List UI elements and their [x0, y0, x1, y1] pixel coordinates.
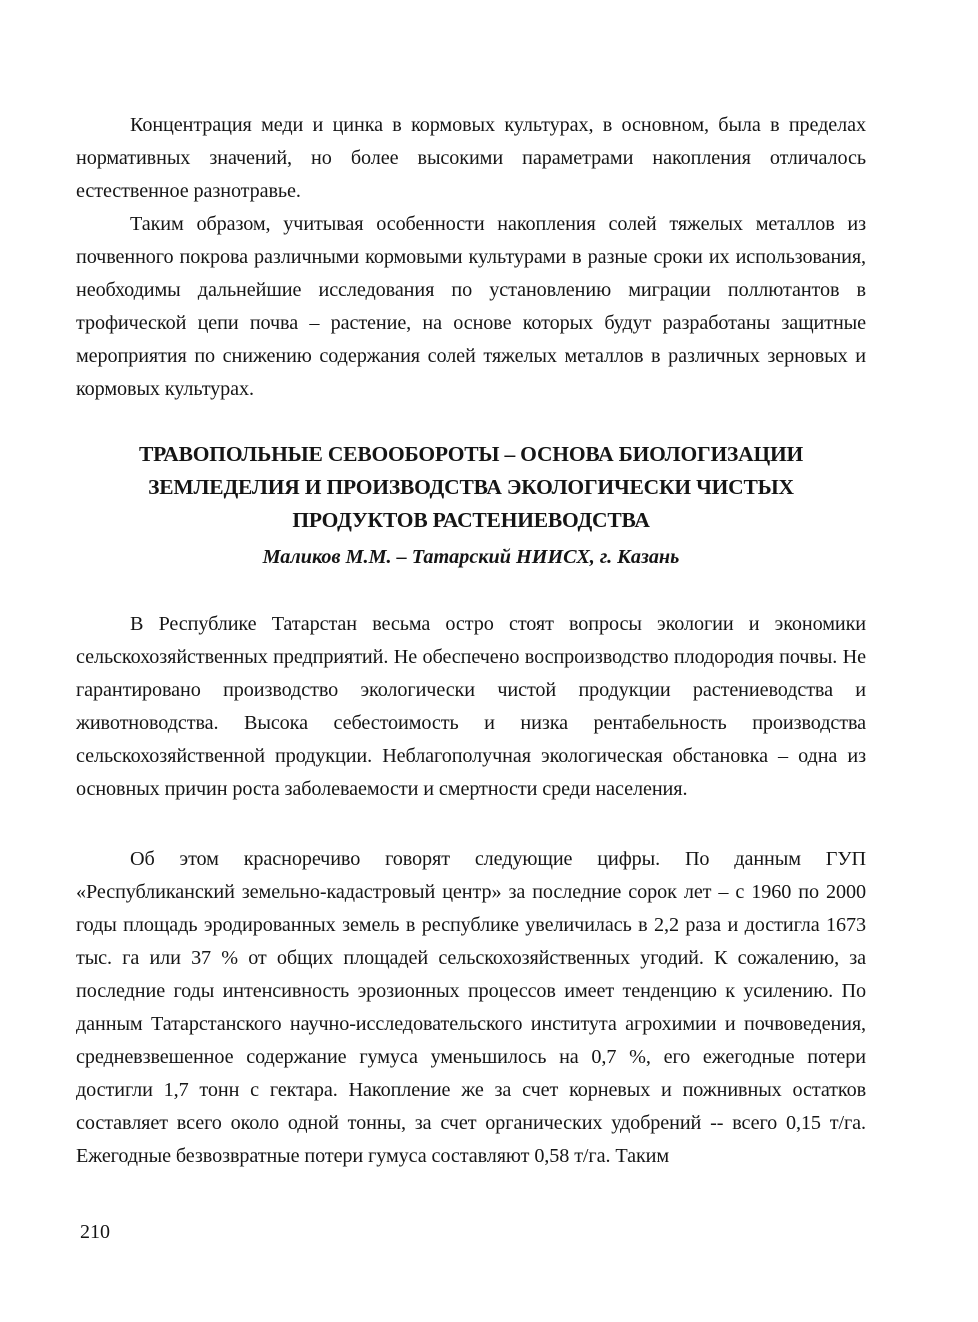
- article-title-line-1: ТРАВОПОЛЬНЫЕ СЕВООБОРОТЫ – ОСНОВА БИОЛОГИЗАЦИИ: [138, 442, 804, 466]
- article-title-line-2: ЗЕМЛЕДЕЛИЯ И ПРОИЗВОДСТВА ЭКОЛОГИЧЕСКИ ЧИСТЫХ: [148, 475, 794, 499]
- article-title: [76, 438, 866, 537]
- author-byline: Маликов М.М. – Татарский НИИСХ, г. Казань: [262, 546, 680, 568]
- article-title-line-3: ПРОДУКТОВ РАСТЕНИЕВОДСТВА: [292, 508, 650, 532]
- intro-paragraph-1: Концентрация меди и цинка в кормовых культурах, в основном, была в пределах нормативных значений, но более высокими параметрами накопления отличалось естественное разнотравье.: [76, 114, 866, 202]
- intro-paragraph-2: Таким образом, учитывая особенности накопления солей тяжелых металлов из почвенного покрова различными кормовыми культурами в разные сроки их использования, необходимы дальнейшие исследования по установлению миграции поллютантов в трофической цепи почва – растение, на основе которых будут разработаны защитные мероприятия по снижению содержания солей тяжелых металлов в различных зерновых и кормовых культурах.: [76, 213, 866, 400]
- page-number: 210: [80, 1221, 110, 1243]
- body-paragraph-2: Об этом красноречиво говорят следующие цифры. По данным ГУП «Республиканский земельно-кадастровый центр» за последние сорок лет – с 1960 по 2000 годы площадь эродированных земель в республике увеличилась в 2,2 раза и достигла 1673 тыс. га или 37 % от общих площадей сельскохозяйственных угодий. К сожалению, за последние годы интенсивность эрозионных процессов имеет тенденцию к усилению. По данным Татарстанского научно-исследовательского института агрохимии и почвоведения, средневзвешенное содержание гумуса уменьшилось на 0,7 %, его ежегодные потери достигли 1,7 тонн с гектара. Накопление же за счет корневых и пожнивных остатков составляет всего около одной тонны, за счет органических удобрений -- всего 0,15 т/га. Ежегодные безвозвратные потери гумуса составляют 0,58 т/га. Таким: [76, 848, 866, 1167]
- body-paragraph-1: В Республике Татарстан весьма остро стоят вопросы экологии и экономики сельскохозяйственных предприятий. Не обеспечено воспроизводство плодородия почвы. Не гарантировано производство экологически чистой продукции растениеводства и животноводства. Высока себестоимость и низка рентабельность производства сельскохозяйственной продукции. Неблагополучная экологическая обстановка – одна из основных причин роста заболеваемости и смертности среди населения.: [76, 613, 866, 800]
